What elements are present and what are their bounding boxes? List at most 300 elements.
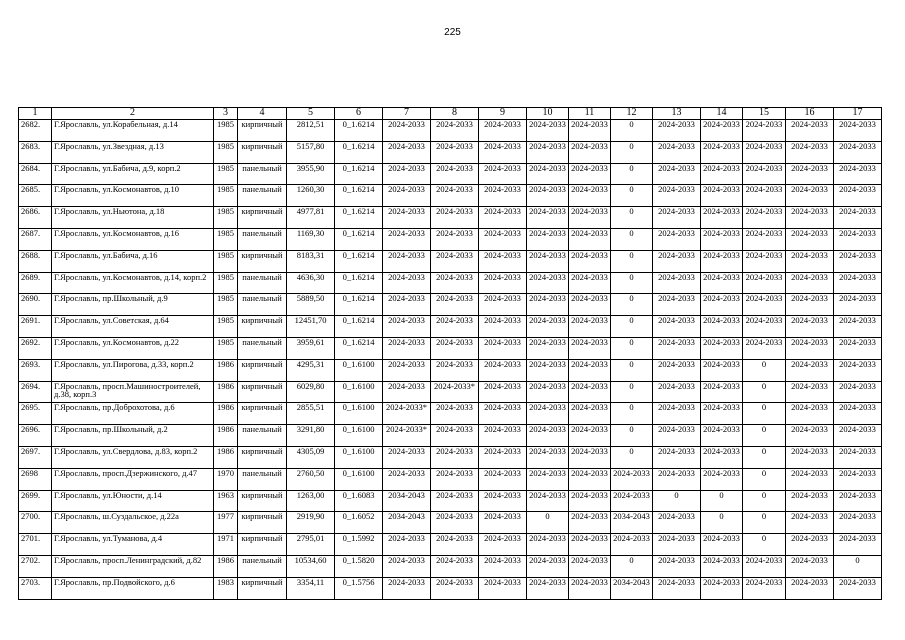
table-cell-col-17: 2024-2033 [834,381,882,403]
table-cell-col-8: 2024-2033 [431,425,479,447]
table-cell-col-6: 0_1.6214 [335,120,383,142]
table-cell-col-16: 2024-2033 [786,120,834,142]
table-cell-col-10: 2024-2033 [527,272,569,294]
table-row [19,425,882,447]
table-cell-col-9: 2024-2033 [479,141,527,163]
table-cell-col-15: 0 [743,446,786,468]
table-cell-col-3: 1986 [214,446,238,468]
column-header-9: 9 [479,108,527,120]
table-cell-col-13: 2024-2033 [653,294,701,316]
table-cell-col-13: 2024-2033 [653,425,701,447]
table-cell-col-4: панельный [238,468,287,490]
table-cell-col-1: 2699. [19,490,52,512]
table-cell-col-17: 2024-2033 [834,120,882,142]
table-cell-col-5: 3354,11 [287,577,335,599]
table-cell-col-15: 2024-2033 [743,207,786,229]
table-cell-col-5: 1260,30 [287,185,335,207]
table-cell-col-4: кирпичный [238,577,287,599]
table-cell-col-11: 2024-2033 [569,272,611,294]
table-cell-col-15: 0 [743,403,786,425]
table-cell-col-7: 2024-2033 [383,120,431,142]
table-cell-col-2: Г.Ярославль, ул.Космонавтов, д.16 [52,228,214,250]
table-cell-col-13: 2024-2033 [653,228,701,250]
table-cell-col-7: 2034-2043 [383,512,431,534]
table-cell-col-13: 2024-2033 [653,534,701,556]
table-cell-col-12: 0 [611,120,653,142]
table-cell-col-6: 0_1.6100 [335,468,383,490]
table-cell-col-8: 2024-2033 [431,490,479,512]
table-cell-col-17: 2024-2033 [834,141,882,163]
table-cell-col-7: 2024-2033 [383,250,431,272]
table-cell-col-9: 2024-2033 [479,555,527,577]
table-cell-col-6: 0_1.6214 [335,228,383,250]
table-cell-col-9: 2024-2033 [479,294,527,316]
table-cell-col-17: 2024-2033 [834,207,882,229]
table-cell-col-14: 2024-2033 [701,250,743,272]
table-cell-col-7: 2024-2033 [383,163,431,185]
table-cell-col-14: 2024-2033 [701,294,743,316]
table-cell-col-17: 2024-2033 [834,446,882,468]
table-cell-col-13: 2024-2033 [653,272,701,294]
table-cell-col-3: 1985 [214,185,238,207]
table-cell-col-7: 2024-2033 [383,381,431,403]
table-cell-col-11: 2024-2033 [569,141,611,163]
table-cell-col-6: 0_1.6214 [335,272,383,294]
table-cell-col-8: 2024-2033 [431,120,479,142]
table-cell-col-10: 2024-2033 [527,185,569,207]
table-cell-col-13: 2024-2033 [653,141,701,163]
table-cell-col-15: 2024-2033 [743,120,786,142]
table-cell-col-4: панельный [238,425,287,447]
table-cell-col-2: Г.Ярославль, ул.Туманова, д.4 [52,534,214,556]
table-cell-col-17: 2024-2033 [834,512,882,534]
table-cell-col-7: 2024-2033 [383,185,431,207]
table-cell-col-3: 1986 [214,359,238,381]
table-cell-col-11: 2024-2033 [569,512,611,534]
table-row [19,577,882,599]
table-cell-col-3: 1985 [214,250,238,272]
table-cell-col-3: 1986 [214,381,238,403]
table-cell-col-8: 2024-2033 [431,577,479,599]
table-cell-col-5: 4305,09 [287,446,335,468]
table-row [19,207,882,229]
table-cell-col-1: 2693. [19,359,52,381]
table-cell-col-5: 1169,30 [287,228,335,250]
table-cell-col-2: Г.Ярославль, ул.Корабельная, д.14 [52,120,214,142]
table-cell-col-4: кирпичный [238,316,287,338]
column-header-4: 4 [238,108,287,120]
table-cell-col-3: 1986 [214,425,238,447]
table-cell-col-9: 2024-2033 [479,468,527,490]
table-cell-col-9: 2024-2033 [479,446,527,468]
table-cell-col-16: 2024-2033 [786,316,834,338]
table-cell-col-6: 0_1.6214 [335,163,383,185]
table-cell-col-13: 2024-2033 [653,403,701,425]
page-number: 225 [444,27,461,38]
table-cell-col-9: 2024-2033 [479,228,527,250]
table-cell-col-13: 2024-2033 [653,577,701,599]
table-cell-col-8: 2024-2033 [431,446,479,468]
table-cell-col-8: 2024-2033 [431,250,479,272]
table-cell-col-16: 2024-2033 [786,468,834,490]
column-header-10: 10 [527,108,569,120]
table-cell-col-5: 12451,70 [287,316,335,338]
table-cell-col-14: 2024-2033 [701,316,743,338]
table-cell-col-2: Г.Ярославль, пр.Школьный, д.2 [52,425,214,447]
table-cell-col-3: 1977 [214,512,238,534]
table-cell-col-4: панельный [238,272,287,294]
table-cell-col-11: 2024-2033 [569,228,611,250]
table-cell-col-1: 2687. [19,228,52,250]
table-cell-col-13: 2024-2033 [653,120,701,142]
table-cell-col-12: 2024-2033 [611,490,653,512]
table-cell-col-16: 2024-2033 [786,381,834,403]
table-cell-col-5: 5157,80 [287,141,335,163]
table-cell-col-8: 2024-2033 [431,468,479,490]
table-cell-col-6: 0_1.5756 [335,577,383,599]
table-row [19,250,882,272]
table-cell-col-6: 0_1.6214 [335,207,383,229]
table-cell-col-16: 2024-2033 [786,446,834,468]
column-header-6: 6 [335,108,383,120]
table-cell-col-8: 2024-2033 [431,228,479,250]
table-cell-col-3: 1985 [214,316,238,338]
table-cell-col-13: 2024-2033 [653,359,701,381]
table-cell-col-6: 0_1.6214 [335,316,383,338]
table-cell-col-13: 2024-2033 [653,555,701,577]
table-cell-col-5: 2795,01 [287,534,335,556]
table-cell-col-14: 2024-2033 [701,120,743,142]
table-cell-col-3: 1985 [214,228,238,250]
table-cell-col-9: 2024-2033 [479,512,527,534]
table-cell-col-14: 2024-2033 [701,425,743,447]
table-cell-col-15: 0 [743,381,786,403]
table-cell-col-3: 1985 [214,294,238,316]
table-cell-col-4: кирпичный [238,534,287,556]
table-cell-col-4: кирпичный [238,207,287,229]
table-cell-col-10: 2024-2033 [527,381,569,403]
table-cell-col-3: 1986 [214,403,238,425]
table-cell-col-8: 2024-2033* [431,381,479,403]
table-cell-col-16: 2024-2033 [786,207,834,229]
table-cell-col-2: Г.Ярославль, просп.Ленинградский, д.82 [52,555,214,577]
table-cell-col-12: 0 [611,359,653,381]
table-cell-col-12: 2034-2043 [611,577,653,599]
table-cell-col-1: 2697. [19,446,52,468]
column-header-8: 8 [431,108,479,120]
table-cell-col-11: 2024-2033 [569,425,611,447]
table-cell-col-5: 10534,60 [287,555,335,577]
table-cell-col-14: 2024-2033 [701,403,743,425]
table-cell-col-6: 0_1.6100 [335,425,383,447]
table-cell-col-16: 2024-2033 [786,555,834,577]
table-row [19,294,882,316]
table-cell-col-10: 2024-2033 [527,534,569,556]
table-cell-col-14: 2024-2033 [701,272,743,294]
table-cell-col-5: 2855,51 [287,403,335,425]
table-cell-col-9: 2024-2033 [479,207,527,229]
table-cell-col-15: 2024-2033 [743,163,786,185]
table-row [19,468,882,490]
table-cell-col-17: 2024-2033 [834,294,882,316]
table-cell-col-2: Г.Ярославль, ул.Звездная, д.13 [52,141,214,163]
table-cell-col-3: 1985 [214,207,238,229]
table-cell-col-3: 1983 [214,577,238,599]
table-cell-col-17: 0 [834,555,882,577]
table-cell-col-4: панельный [238,163,287,185]
table-cell-col-17: 2024-2033 [834,337,882,359]
table-cell-col-6: 0_1.6214 [335,141,383,163]
table-cell-col-12: 2024-2033 [611,534,653,556]
table-cell-col-15: 0 [743,512,786,534]
table-cell-col-4: кирпичный [238,490,287,512]
table-cell-col-14: 2024-2033 [701,359,743,381]
table-cell-col-15: 2024-2033 [743,555,786,577]
table-cell-col-3: 1986 [214,555,238,577]
table-cell-col-1: 2701. [19,534,52,556]
table-cell-col-10: 2024-2033 [527,446,569,468]
table-cell-col-2: Г.Ярославль, просп.Дзержинского, д.47 [52,468,214,490]
table-cell-col-11: 2024-2033 [569,185,611,207]
table-cell-col-13: 2024-2033 [653,250,701,272]
table-cell-col-3: 1985 [214,337,238,359]
table-cell-col-12: 0 [611,381,653,403]
table-cell-col-12: 0 [611,163,653,185]
table-cell-col-15: 0 [743,359,786,381]
table-cell-col-11: 2024-2033 [569,294,611,316]
header-row [19,108,882,120]
table-cell-col-1: 2689. [19,272,52,294]
table-row [19,555,882,577]
table-cell-col-17: 2024-2033 [834,250,882,272]
table-cell-col-9: 2024-2033 [479,337,527,359]
table-cell-col-2: Г.Ярославль, пр.Подвойского, д.6 [52,577,214,599]
table-cell-col-15: 2024-2033 [743,141,786,163]
table-cell-col-8: 2024-2033 [431,316,479,338]
table-cell-col-4: кирпичный [238,446,287,468]
table-cell-col-10: 2024-2033 [527,250,569,272]
table-cell-col-5: 8183,31 [287,250,335,272]
table-row [19,163,882,185]
table-cell-col-7: 2024-2033 [383,228,431,250]
table-cell-col-12: 0 [611,337,653,359]
table-cell-col-14: 2024-2033 [701,555,743,577]
table-row [19,316,882,338]
table-cell-col-10: 2024-2033 [527,337,569,359]
table-cell-col-12: 0 [611,446,653,468]
table-cell-col-10: 2024-2033 [527,163,569,185]
table-cell-col-8: 2024-2033 [431,555,479,577]
table-cell-col-2: Г.Ярославль, просп.Машиностроителей, д.38, корп.3 [52,381,214,403]
table-cell-col-11: 2024-2033 [569,534,611,556]
table-cell-col-6: 0_1.6100 [335,359,383,381]
data-table [18,107,882,600]
table-cell-col-13: 2024-2033 [653,512,701,534]
table-cell-col-13: 2024-2033 [653,185,701,207]
table-cell-col-11: 2024-2033 [569,403,611,425]
table-cell-col-8: 2024-2033 [431,337,479,359]
table-cell-col-16: 2024-2033 [786,141,834,163]
table-cell-col-8: 2024-2033 [431,359,479,381]
table-cell-col-16: 2024-2033 [786,228,834,250]
table-cell-col-17: 2024-2033 [834,468,882,490]
table-cell-col-14: 2024-2033 [701,141,743,163]
table-cell-col-5: 1263,00 [287,490,335,512]
table-cell-col-5: 3959,61 [287,337,335,359]
table-cell-col-3: 1971 [214,534,238,556]
table-cell-col-5: 4977,81 [287,207,335,229]
table-cell-col-5: 2919,90 [287,512,335,534]
table-cell-col-10: 2024-2033 [527,555,569,577]
table-cell-col-4: панельный [238,555,287,577]
table-cell-col-2: Г.Ярославль, ул.Свердлова, д.83, корп.2 [52,446,214,468]
table-cell-col-16: 2024-2033 [786,250,834,272]
table-cell-col-1: 2703. [19,577,52,599]
table-cell-col-1: 2698 [19,468,52,490]
column-header-13: 13 [653,108,701,120]
table-cell-col-15: 0 [743,534,786,556]
table-cell-col-13: 0 [653,490,701,512]
table-cell-col-16: 2024-2033 [786,337,834,359]
table-cell-col-10: 2024-2033 [527,468,569,490]
table-cell-col-14: 2024-2033 [701,337,743,359]
table-cell-col-14: 0 [701,490,743,512]
table-cell-col-12: 0 [611,316,653,338]
table-cell-col-4: кирпичный [238,120,287,142]
table-cell-col-12: 0 [611,141,653,163]
table-cell-col-17: 2024-2033 [834,163,882,185]
table-cell-col-3: 1985 [214,141,238,163]
table-cell-col-11: 2024-2033 [569,316,611,338]
table-cell-col-16: 2024-2033 [786,534,834,556]
table-cell-col-3: 1985 [214,163,238,185]
table-cell-col-10: 0 [527,512,569,534]
table-cell-col-11: 2024-2033 [569,468,611,490]
table-cell-col-7: 2024-2033 [383,316,431,338]
table-cell-col-16: 2024-2033 [786,294,834,316]
table-cell-col-1: 2688. [19,250,52,272]
table-cell-col-1: 2696. [19,425,52,447]
table-cell-col-16: 2024-2033 [786,185,834,207]
table-cell-col-15: 2024-2033 [743,228,786,250]
table-cell-col-5: 6029,80 [287,381,335,403]
table-cell-col-13: 2024-2033 [653,163,701,185]
column-header-17: 17 [834,108,882,120]
table-cell-col-5: 5889,50 [287,294,335,316]
table-cell-col-15: 0 [743,468,786,490]
table-cell-col-14: 2024-2033 [701,207,743,229]
table-cell-col-10: 2024-2033 [527,425,569,447]
table-cell-col-9: 2024-2033 [479,490,527,512]
table-cell-col-15: 2024-2033 [743,185,786,207]
table-cell-col-1: 2685. [19,185,52,207]
table-cell-col-5: 2812,51 [287,120,335,142]
table-cell-col-10: 2024-2033 [527,294,569,316]
table-cell-col-9: 2024-2033 [479,425,527,447]
table-cell-col-6: 0_1.5820 [335,555,383,577]
table-cell-col-7: 2024-2033 [383,359,431,381]
table-row [19,446,882,468]
table-cell-col-7: 2024-2033 [383,555,431,577]
table-cell-col-8: 2024-2033 [431,294,479,316]
table-cell-col-17: 2024-2033 [834,425,882,447]
table-body [19,120,882,600]
table-cell-col-12: 0 [611,294,653,316]
table-cell-col-7: 2024-2033 [383,534,431,556]
table-cell-col-9: 2024-2033 [479,381,527,403]
table-cell-col-14: 2024-2033 [701,185,743,207]
column-header-15: 15 [743,108,786,120]
table-cell-col-4: кирпичный [238,250,287,272]
table-cell-col-13: 2024-2033 [653,446,701,468]
table-cell-col-5: 4295,31 [287,359,335,381]
table-cell-col-11: 2024-2033 [569,577,611,599]
table-cell-col-14: 2024-2033 [701,577,743,599]
table-cell-col-4: кирпичный [238,381,287,403]
table-cell-col-12: 0 [611,555,653,577]
table-cell-col-14: 2024-2033 [701,163,743,185]
table-cell-col-1: 2702. [19,555,52,577]
table-cell-col-17: 2024-2033 [834,359,882,381]
table-cell-col-2: Г.Ярославль, ул.Бабича, д.16 [52,250,214,272]
table-cell-col-9: 2024-2033 [479,316,527,338]
table-cell-col-16: 2024-2033 [786,577,834,599]
table-cell-col-14: 2024-2033 [701,468,743,490]
table-cell-col-14: 0 [701,512,743,534]
table-cell-col-12: 0 [611,250,653,272]
column-header-7: 7 [383,108,431,120]
table-cell-col-1: 2690. [19,294,52,316]
table-cell-col-6: 0_1.6214 [335,250,383,272]
table-cell-col-11: 2024-2033 [569,446,611,468]
table-cell-col-11: 2024-2033 [569,250,611,272]
table-cell-col-10: 2024-2033 [527,359,569,381]
table-cell-col-10: 2024-2033 [527,577,569,599]
table-cell-col-9: 2024-2033 [479,163,527,185]
table-cell-col-13: 2024-2033 [653,381,701,403]
table-cell-col-5: 3291,80 [287,425,335,447]
table-row [19,359,882,381]
table-cell-col-9: 2024-2033 [479,120,527,142]
table-cell-col-8: 2024-2033 [431,403,479,425]
table-cell-col-7: 2024-2033* [383,403,431,425]
table-cell-col-7: 2024-2033 [383,294,431,316]
table-cell-col-10: 2024-2033 [527,120,569,142]
table-cell-col-15: 0 [743,490,786,512]
table-cell-col-12: 0 [611,403,653,425]
table-cell-col-2: Г.Ярославль, ул.Бабича, д.9, корп.2 [52,163,214,185]
table-cell-col-15: 2024-2033 [743,250,786,272]
table-row [19,381,882,403]
table-cell-col-17: 2024-2033 [834,272,882,294]
table-cell-col-1: 2692. [19,337,52,359]
table-cell-col-16: 2024-2033 [786,490,834,512]
table-cell-col-10: 2024-2033 [527,141,569,163]
table-cell-col-3: 1985 [214,120,238,142]
table-cell-col-6: 0_1.6214 [335,185,383,207]
table-cell-col-4: кирпичный [238,359,287,381]
table-cell-col-7: 2024-2033 [383,468,431,490]
table-cell-col-11: 2024-2033 [569,359,611,381]
table-cell-col-9: 2024-2033 [479,577,527,599]
table-cell-col-11: 2024-2033 [569,207,611,229]
table-cell-col-6: 0_1.6214 [335,337,383,359]
table-cell-col-7: 2024-2033* [383,425,431,447]
table-cell-col-16: 2024-2033 [786,272,834,294]
column-header-3: 3 [214,108,238,120]
table-cell-col-14: 2024-2033 [701,228,743,250]
table-cell-col-6: 0_1.6214 [335,294,383,316]
